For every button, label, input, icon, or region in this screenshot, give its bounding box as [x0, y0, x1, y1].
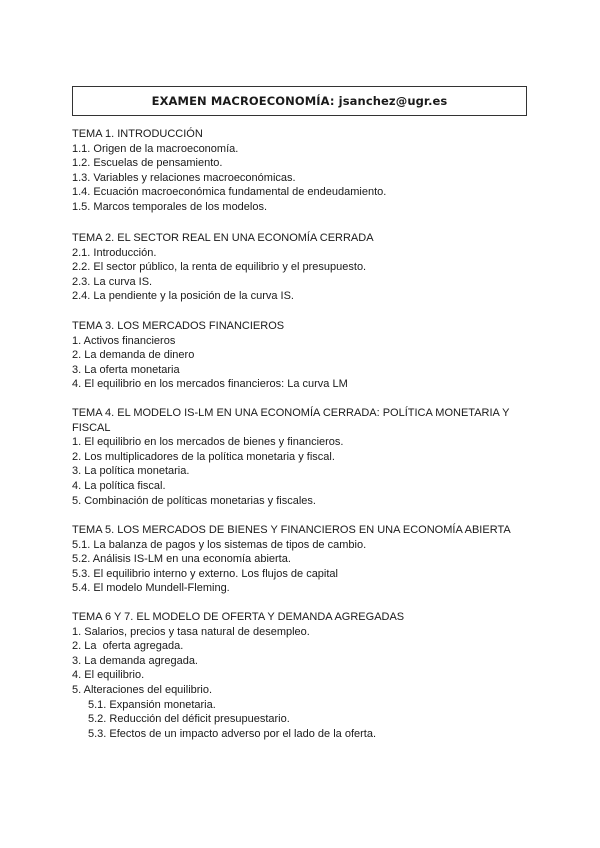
- subtopic-item: 5.1. Expansión monetaria.: [88, 698, 216, 711]
- topic-item: 4. El equilibrio en los mercados financieros: La curva LM: [72, 378, 348, 391]
- topic-item: 5.2. Análisis IS-LM en una economía abierta.: [72, 553, 291, 566]
- topic-item: 2. Los multiplicadores de la política monetaria y fiscal.: [72, 450, 335, 463]
- section-tema-6: [72, 610, 542, 741]
- topic-item: 2. La demanda de dinero: [72, 349, 195, 362]
- topic-item: 2. La oferta agregada.: [72, 640, 184, 653]
- subtopic-item: 5.2. Reducción del déficit presupuestario.: [88, 713, 290, 726]
- topic-item: 5.3. El equilibrio interno y externo. Los flujos de capital: [72, 567, 338, 580]
- topic-item: 5.1. La balanza de pagos y los sistemas de tipos de cambio.: [72, 538, 367, 551]
- document-title-box: [72, 86, 527, 116]
- section-tema-1: [72, 127, 542, 215]
- subtopic-item: 5.3. Efectos de un impacto adverso por el lado de la oferta.: [88, 727, 377, 740]
- topic-item: 2.1. Introducción.: [72, 246, 157, 259]
- topic-item: 1.2. Escuelas de pensamiento.: [72, 157, 223, 170]
- section-tema-5: [72, 523, 542, 596]
- topic-item: 1.3. Variables y relaciones macroeconómicas.: [72, 171, 296, 184]
- topic-item: 3. La política monetaria.: [72, 465, 190, 478]
- section-heading: TEMA 4. EL MODELO IS-LM EN UNA ECONOMÍA CERRADA: POLÍTICA MONETARIA Y FISCAL: [72, 407, 510, 434]
- topic-item: 1. El equilibrio en los mercados de bienes y financieros.: [72, 436, 344, 449]
- topic-item: 4. La política fiscal.: [72, 479, 166, 492]
- topic-item: 2.2. El sector público, la renta de equilibrio y el presupuesto.: [72, 261, 367, 274]
- topic-item: 5. Alteraciones del equilibrio.: [72, 683, 213, 696]
- section-heading: TEMA 2. EL SECTOR REAL EN UNA ECONOMÍA CERRADA: [72, 232, 374, 244]
- topic-item: 2.4. La pendiente y la posición de la curva IS.: [72, 290, 294, 303]
- topic-item: 1.1. Origen de la macroeconomía.: [72, 142, 239, 155]
- section-heading: TEMA 6 Y 7. EL MODELO DE OFERTA Y DEMANDA AGREGADAS: [72, 611, 405, 623]
- topic-item: 4. El equilibrio.: [72, 669, 145, 682]
- topic-item: 1.5. Marcos temporales de los modelos.: [72, 200, 268, 213]
- topic-item: 3. La demanda agregada.: [72, 654, 198, 667]
- topic-item: 5.4. El modelo Mundell-Fleming.: [72, 582, 230, 595]
- topic-item: 3. La oferta monetaria: [72, 363, 180, 376]
- topic-item: 1. Salarios, precios y tasa natural de desempleo.: [72, 625, 310, 638]
- topic-item: 2.3. La curva IS.: [72, 275, 153, 288]
- section-tema-3: [72, 319, 542, 392]
- section-tema-2: [72, 231, 542, 304]
- document-title: EXAMEN MACROECONOMÍA: jsanchez@ugr.es: [151, 94, 448, 108]
- section-heading: TEMA 3. LOS MERCADOS FINANCIEROS: [72, 320, 285, 332]
- section-heading: TEMA 5. LOS MERCADOS DE BIENES Y FINANCIEROS EN UNA ECONOMÍA ABIERTA: [72, 524, 511, 536]
- topic-item: 1. Activos financieros: [72, 334, 176, 347]
- section-tema-4: [72, 406, 542, 508]
- section-heading: TEMA 1. INTRODUCCIÓN: [72, 128, 203, 140]
- topic-item: 1.4. Ecuación macroeconómica fundamental de endeudamiento.: [72, 186, 387, 199]
- topic-item: 5. Combinación de políticas monetarias y fiscales.: [72, 494, 316, 507]
